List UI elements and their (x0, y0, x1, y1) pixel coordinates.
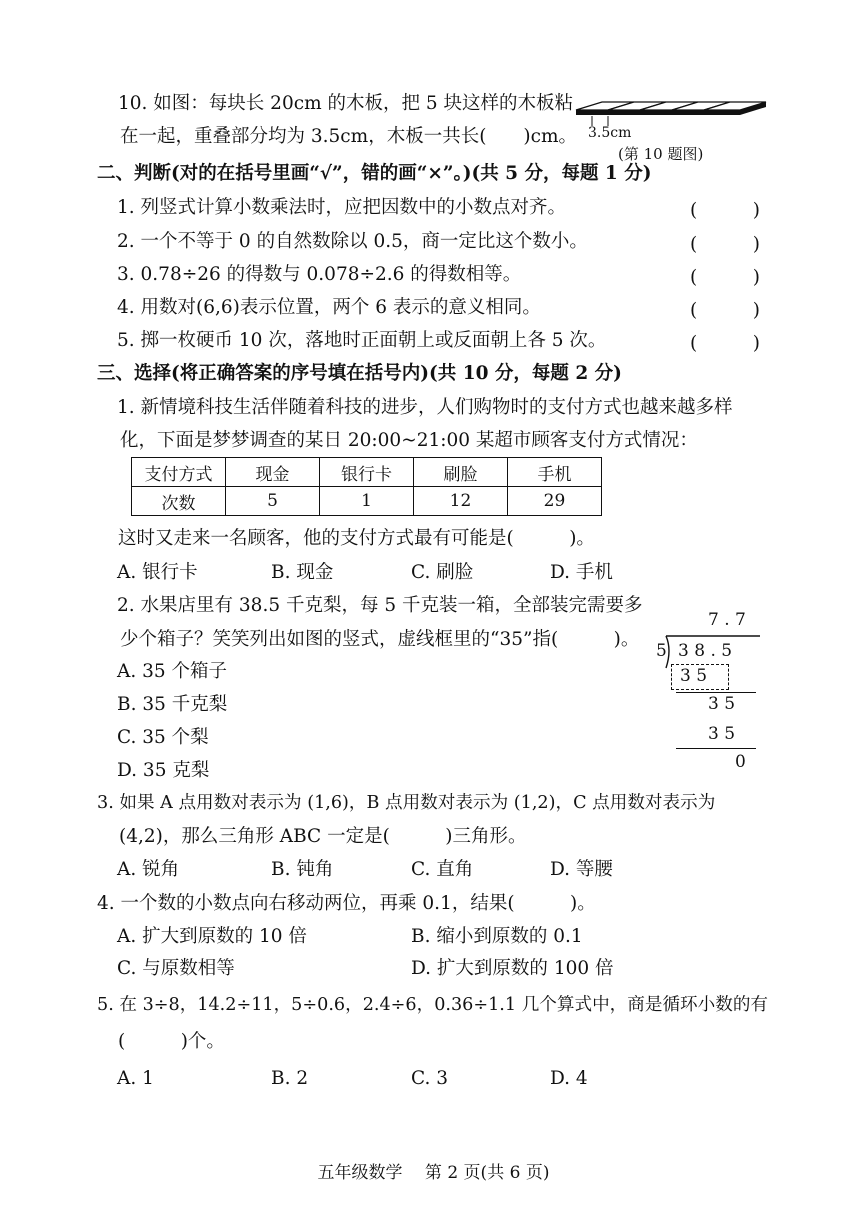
division-rule-1 (676, 692, 756, 693)
table-cell: 次数 (132, 487, 226, 516)
section-heading-judge: 二、判断(对的在括号里画“√”，错的画“×”。)(共 5 分，每题 1 分) (97, 163, 652, 184)
page-footer: 五年级数学 第 2 页(共 6 页) (317, 1163, 550, 1183)
table-row (132, 458, 602, 487)
payment-table (131, 457, 602, 516)
choice-q5-line2: ( )个。 (118, 1031, 225, 1052)
choice-q2-option-c[interactable]: C. 35 个梨 (117, 727, 209, 748)
choice-q2-option-b[interactable]: B. 35 千克梨 (117, 694, 228, 715)
figure-caption: (第 10 题图) (618, 145, 704, 163)
division-divisor: 5 (656, 641, 667, 661)
division-step1: 3 5 (680, 666, 708, 686)
table-header-cell: 支付方式 (132, 458, 226, 487)
judge-answer-2[interactable]: ( ) (690, 234, 760, 255)
choice-q4-option-d[interactable]: D. 扩大到原数的 100 倍 (411, 958, 614, 979)
choice-q3-option-c[interactable]: C. 直角 (411, 859, 474, 880)
judge-answer-4[interactable]: ( ) (690, 300, 760, 321)
table-header-cell: 手机 (508, 458, 602, 487)
table-row (132, 487, 602, 516)
choice-q2-line2: 少个箱子？笑笑列出如图的竖式，虚线框里的“35”指( )。 (120, 629, 640, 650)
choice-q1-line2: 化，下面是梦梦调查的某日 20:00~21:00 某超市顾客支付方式情况： (120, 430, 698, 451)
judge-answer-5[interactable]: ( ) (690, 333, 760, 354)
choice-q5-option-b[interactable]: B. 2 (271, 1068, 309, 1089)
judge-item-1: 1. 列竖式计算小数乘法时，应把因数中的小数点对齐。 (117, 197, 567, 218)
division-step2: 3 5 (708, 724, 736, 744)
judge-item-4: 4. 用数对(6,6)表示位置，两个 6 表示的意义相同。 (117, 297, 541, 318)
choice-q5-option-c[interactable]: C. 3 (411, 1068, 449, 1089)
choice-q5-option-a[interactable]: A. 1 (117, 1068, 154, 1089)
judge-item-2: 2. 一个不等于 0 的自然数除以 0.5，商一定比这个数小。 (117, 231, 588, 252)
judge-item-5: 5. 掷一枚硬币 10 次，落地时正面朝上或反面朝上各 5 次。 (117, 330, 607, 351)
division-dividend: 3 8 . 5 (678, 641, 733, 661)
choice-q3-line1: 3. 如果 A 点用数对表示为 (1,6)，B 点用数对表示为 (1,2)，C 点用数对表示为 (97, 793, 716, 813)
choice-q4-option-c[interactable]: C. 与原数相等 (117, 958, 235, 979)
table-cell: 12 (414, 487, 508, 516)
judge-answer-1[interactable]: ( ) (690, 200, 760, 221)
choice-q1-option-b[interactable]: B. 现金 (271, 562, 334, 583)
choice-q3-option-b[interactable]: B. 钝角 (271, 859, 334, 880)
q10-line2: 在一起，重叠部分均为 3.5cm，木板一共长( )cm。 (120, 126, 578, 147)
choice-q3-option-a[interactable]: A. 锐角 (117, 859, 180, 880)
choice-q1-line1: 1. 新情境科技生活伴随着科技的进步，人们购物时的支付方式也越来越多样 (117, 397, 733, 418)
division-final: 0 (735, 752, 746, 772)
choice-q3-option-d[interactable]: D. 等腰 (550, 859, 613, 880)
choice-q4-line1: 4. 一个数的小数点向右移动两位，再乘 0.1，结果( )。 (97, 893, 596, 914)
table-cell: 29 (508, 487, 602, 516)
q10-line1: 10. 如图：每块长 20cm 的木板，把 5 块这样的木板粘 (118, 93, 574, 114)
table-header-cell: 刷脸 (414, 458, 508, 487)
choice-q5-option-d[interactable]: D. 4 (550, 1068, 588, 1089)
judge-answer-3[interactable]: ( ) (690, 267, 760, 288)
choice-q2-option-d[interactable]: D. 35 克梨 (117, 760, 210, 781)
choice-q3-line2: (4,2)，那么三角形 ABC 一定是( )三角形。 (119, 826, 527, 847)
table-cell: 1 (320, 487, 414, 516)
choice-q2-line1: 2. 水果店里有 38.5 千克梨，每 5 千克装一箱，全部装完需要多 (117, 595, 643, 616)
division-remainder1: 3 5 (708, 694, 736, 714)
choice-q1-option-d[interactable]: D. 手机 (550, 562, 613, 583)
choice-q1-option-c[interactable]: C. 刷脸 (411, 562, 474, 583)
division-quotient: 7 . 7 (708, 610, 746, 630)
choice-q2-option-a[interactable]: A. 35 个箱子 (117, 661, 228, 682)
division-rule-2 (676, 748, 756, 749)
section-heading-choice: 三、选择(将正确答案的序号填在括号内)(共 10 分，每题 2 分) (97, 363, 622, 384)
choice-q4-option-b[interactable]: B. 缩小到原数的 0.1 (411, 926, 583, 947)
table-cell: 5 (226, 487, 320, 516)
table-header-cell: 现金 (226, 458, 320, 487)
figure-dimension-label: 3.5cm (588, 125, 632, 141)
table-header-cell: 银行卡 (320, 458, 414, 487)
choice-q4-option-a[interactable]: A. 扩大到原数的 10 倍 (117, 926, 307, 947)
judge-item-3: 3. 0.78÷26 的得数与 0.078÷2.6 的得数相等。 (117, 264, 522, 285)
choice-q1-line3: 这时又走来一名顾客，他的支付方式最有可能是( )。 (118, 528, 595, 549)
choice-q5-line1: 5. 在 3÷8，14.2÷11，5÷0.6，2.4÷6，0.36÷1.1 几个算式中，商是循环小数的有 (97, 995, 769, 1015)
choice-q1-option-a[interactable]: A. 银行卡 (117, 562, 198, 583)
